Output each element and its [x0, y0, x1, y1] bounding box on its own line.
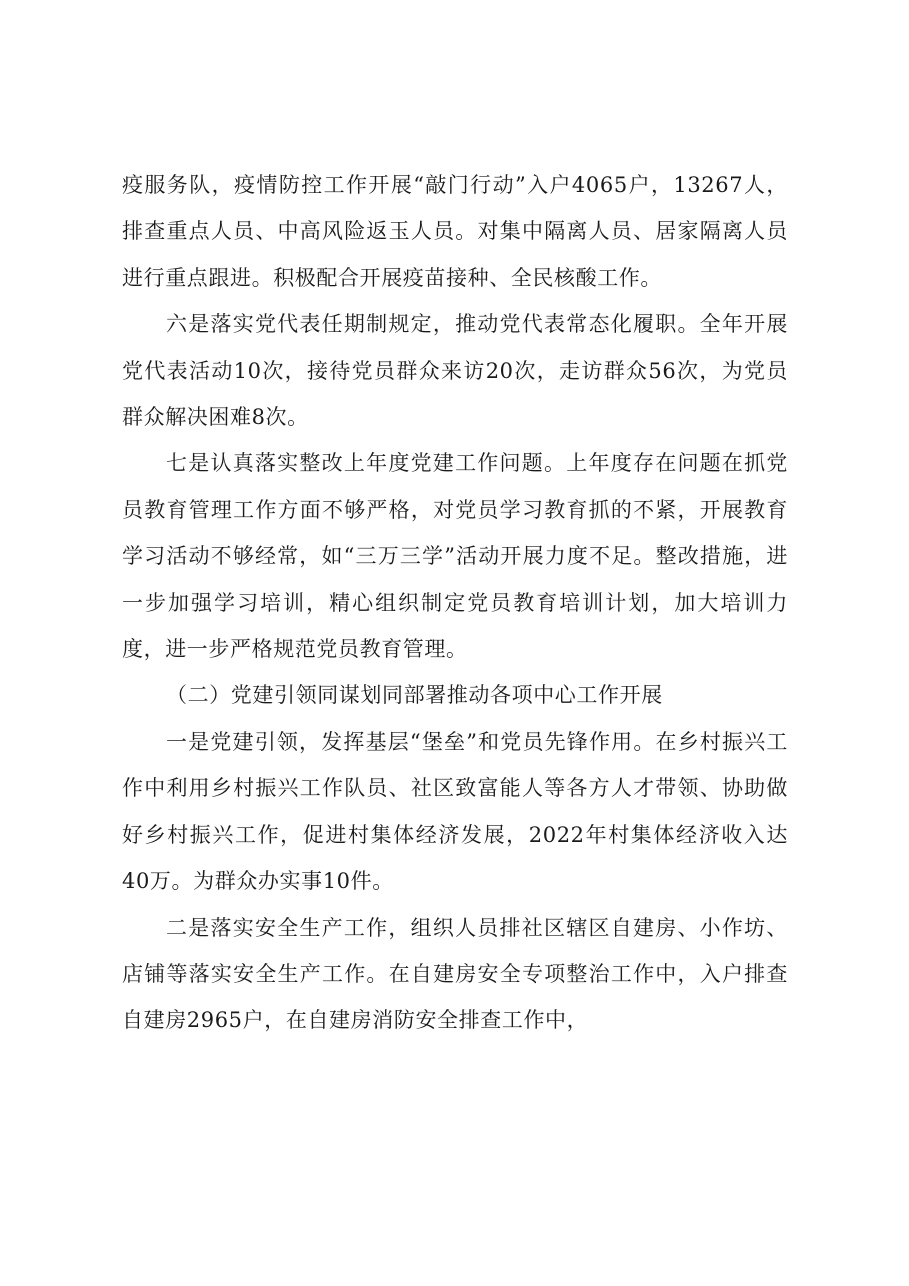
document-body — [122, 162, 788, 1044]
paragraph-continuation: 疫服务队，疫情防控工作开展“敲门行动”入户4065户，13267人，排查重点人员、中高风险返玉人员。对集中隔离人员、居家隔离人员进行重点跟进。积极配合开展疫苗接种、全民核酸工作。 — [122, 173, 788, 290]
paragraph-item-six: 六是落实党代表任期制规定，推动党代表常态化履职。全年开展党代表活动10次，接待党员群众来访20次，走访群众56次，为党员群众解决困难8次。 — [122, 312, 788, 430]
section-heading: （二）党建引领同谋划同部署推动各项中心工作开展 — [166, 683, 663, 708]
paragraph-item-two: 二是落实安全生产工作，组织人员排社区辖区自建房、小作坊、店铺等落实安全生产工作。在自建房安全专项整治工作中，入户排查自建房2965户，在自建房消防安全排查工作中， — [122, 915, 788, 1033]
paragraph-item-seven: 七是认真落实整改上年度党建工作问题。上年度存在问题在抓党员教育管理工作方面不够严格，对党员学习教育抓的不紧，开展教育学习活动不够经常，如“三万三学”活动开展力度不足。整改措施，进一步加强学习培训，精心组织制定党员教育培训计划，加大培训力度，进一步严格规范党员教育管理。 — [122, 451, 788, 662]
paragraph-item-one: 一是党建引领，发挥基层“堡垒”和党员先锋作用。在乡村振兴工作中利用乡村振兴工作队员、社区致富能人等各方人才带领、协助做好乡村振兴工作，促进村集体经济发展，2022年村集体经济收入达40万。为群众办实事10件。 — [122, 729, 788, 894]
